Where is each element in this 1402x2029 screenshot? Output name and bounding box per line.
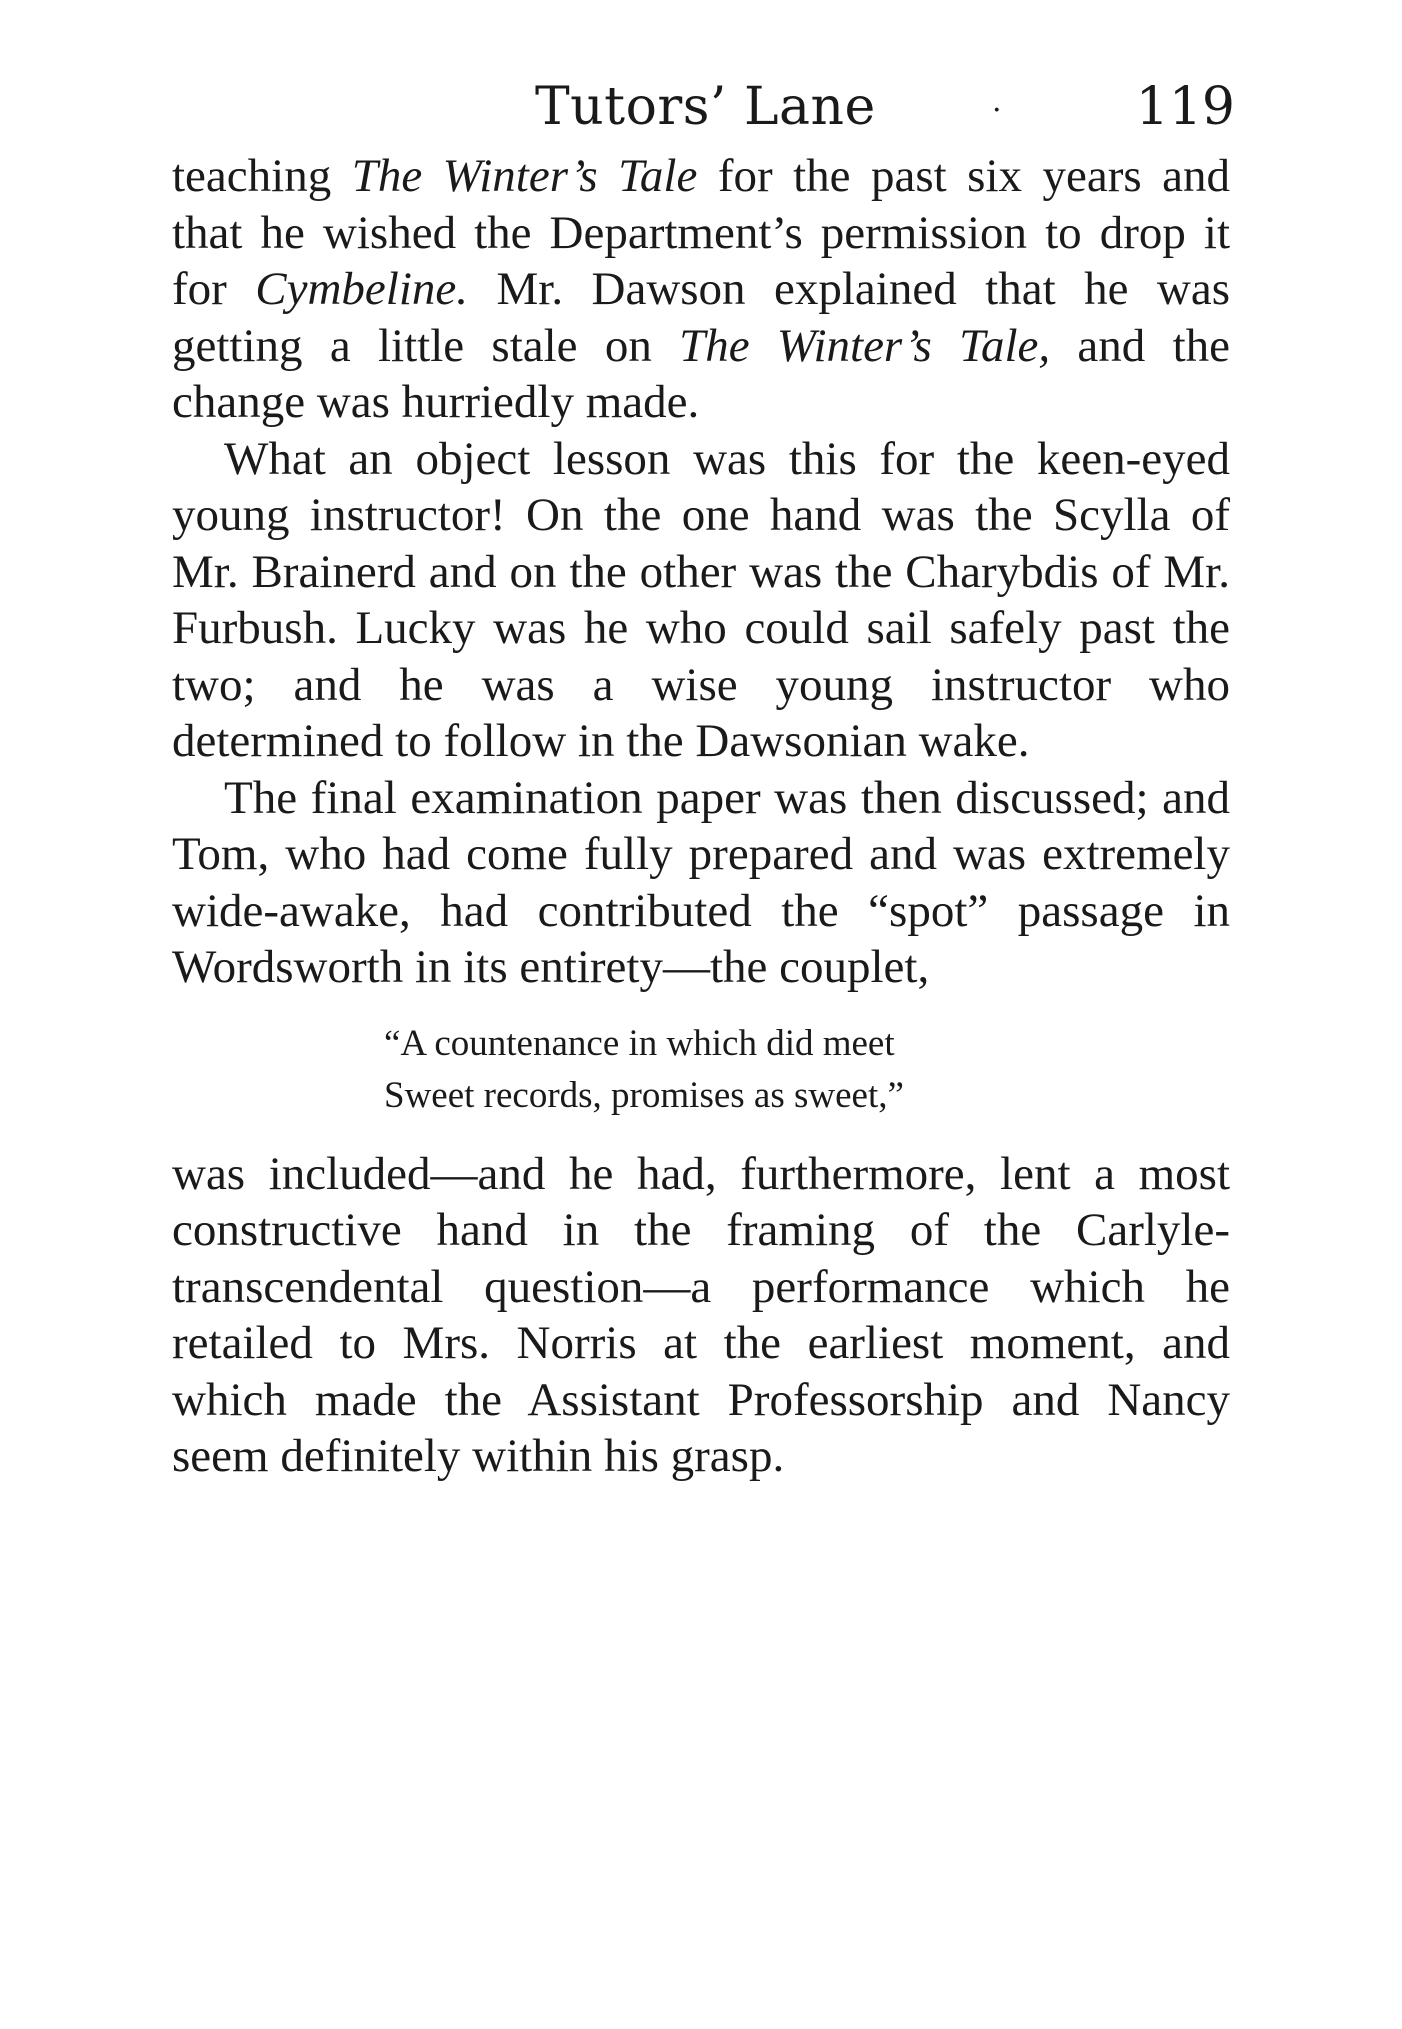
paragraph-1-text-c: Mr. Dawson explained that he was getting a little stale on	[172, 263, 1230, 372]
paragraph-1	[172, 148, 1230, 431]
page-header	[535, 72, 1235, 142]
paragraph-1-text-d: and the change was hurriedly made.	[172, 319, 1230, 428]
header-ornament-mark: ·	[992, 93, 1002, 128]
paragraph-1-text-b: for the past six years and that he wished the Department’s permission to drop it for	[172, 150, 1231, 315]
paragraph-1-text-a: teaching	[172, 150, 352, 202]
italic-title-winters-tale-2: The Winter’s Tale,	[679, 319, 1051, 372]
verse-line-2: Sweet records, promises as sweet,”	[384, 1074, 904, 1116]
paragraph-2: What an object lesson was this for the keen-eyed young instructor! On the one hand was the Scylla of Mr. Brainerd and on the other was the Charybdis of Mr. Furbush. Lucky was he who could sail safely past the two; and he was a wise young instructor who determined to follow in the Dawsonian wake.	[172, 432, 1230, 767]
verse-line-1: “A countenance in which did meet	[384, 1022, 895, 1064]
body-text	[172, 148, 1230, 1485]
page-number: 119	[1135, 77, 1235, 137]
italic-title-cymbeline: Cymbeline.	[255, 263, 469, 315]
italic-title-winters-tale: The Winter’s Tale	[351, 150, 698, 202]
paragraph-4: was included—and he had, furthermore, lent a most constructive hand in the framing of the Carlyle-transcendental question—a performance which he retailed to Mrs. Norris at the earliest moment, and which made the Assistant Professorship and Nancy seem definitely within his grasp.	[172, 1147, 1230, 1482]
verse-quotation	[384, 1018, 1230, 1122]
paragraph-3: The final examination paper was then discussed; and Tom, who had come fully prepared and was extremely wide-awake, had contributed the “spot” passage in Wordsworth in its entirety—the couplet,	[172, 771, 1230, 993]
running-title: Tutors’ Lane	[535, 77, 876, 137]
